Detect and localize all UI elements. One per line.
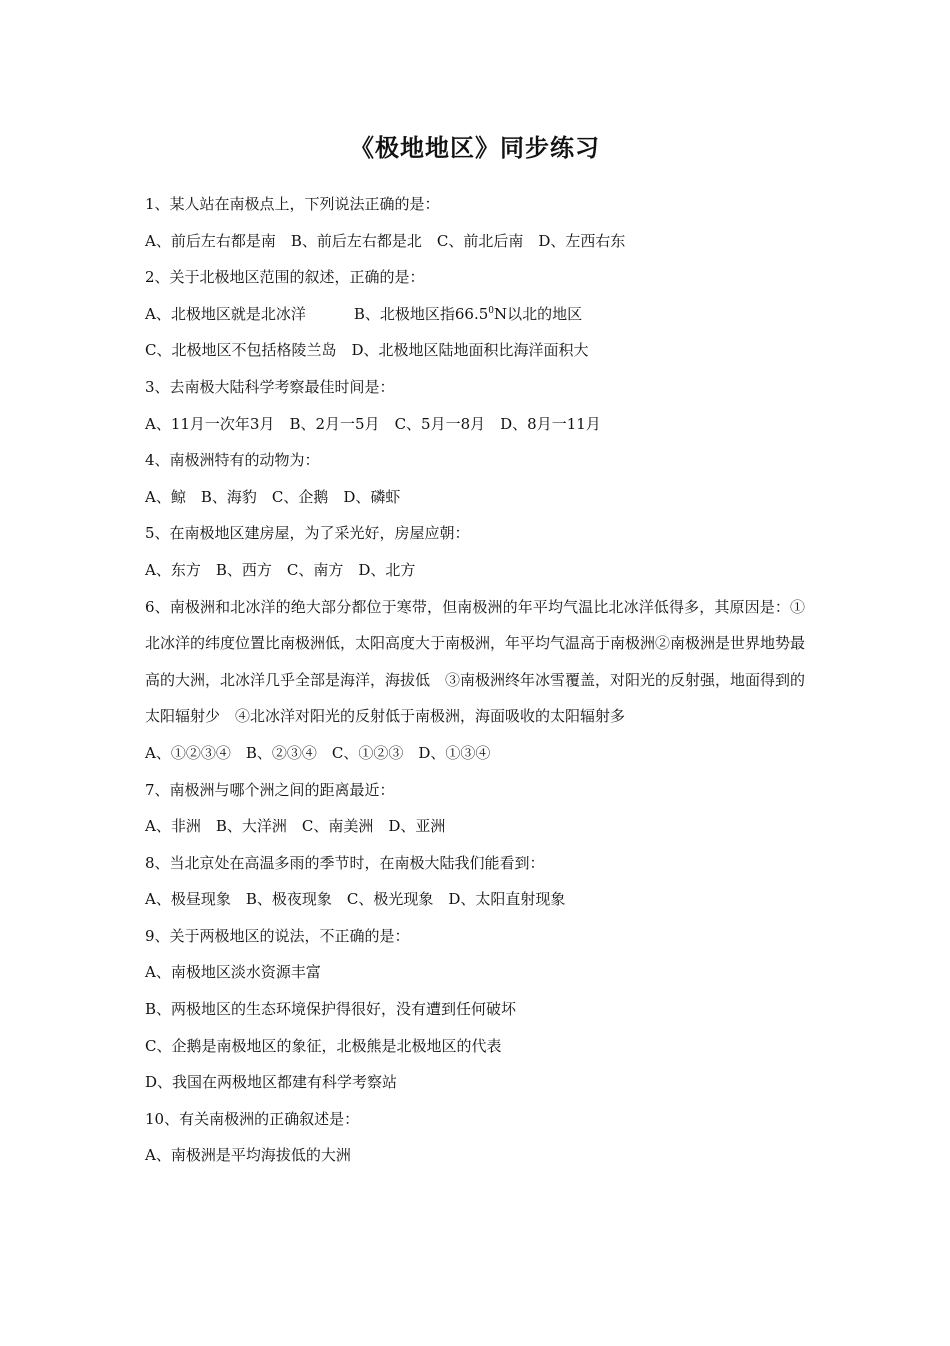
question-10-stem: 10、有关南极洲的正确叙述是： [145, 1109, 360, 1128]
question-2-option-b [354, 305, 582, 323]
question-2-options-cd: C、北极地区不包括格陵兰岛 D、北极地区陆地面积比海洋面积大 [145, 341, 589, 360]
question-3-options: A、11月一次年3月 B、2月一5月 C、5月一8月 D、8月一11月 [145, 414, 601, 433]
question-2-option-b-text: B、北极地区指66.5 [353, 304, 489, 323]
question-3-stem: 3、去南极大陆科学考察最佳时间是： [145, 377, 395, 396]
question-10-option-a: A、南极洲是平均海拔低的大洲 [145, 1146, 351, 1165]
question-5-stem: 5、在南极地区建房屋，为了采光好，房屋应朝： [145, 524, 470, 543]
question-1-stem: 1、某人站在南极点上，下列说法正确的是： [145, 195, 440, 213]
question-8-options: A、极昼现象 B、极夜现象 C、极光现象 D、太阳直射现象 [145, 890, 566, 909]
question-7-options: A、非洲 B、大洋洲 C、南美洲 D、亚洲 [145, 817, 446, 836]
question-9-option-c: C、企鹅是南极地区的象征，北极熊是北极地区的代表 [145, 1036, 502, 1055]
question-9-option-d: D、我国在两极地区都建有科学考察站 [145, 1073, 398, 1092]
question-1-options: A、前后左右都是南 B、前后左右都是北 C、前北后南 D、左西右东 [145, 231, 626, 250]
question-7-stem: 7、南极洲与哪个洲之间的距离最近： [145, 780, 395, 799]
question-9-stem: 9、关于两极地区的说法，不正确的是： [145, 926, 410, 945]
question-5-options: A、东方 B、西方 C、南方 D、北方 [145, 560, 416, 579]
question-2-option-b-suffix: N以北的地区 [494, 304, 583, 323]
question-2-options-ab [145, 296, 805, 333]
degree-superscript: 0 [488, 305, 495, 316]
question-8-stem: 8、当北京处在高温多雨的季节时，在南极大陆我们能看到： [145, 853, 545, 872]
question-list [145, 186, 805, 1174]
question-2-stem: 2、关于北极地区范围的叙述，正确的是： [145, 268, 425, 287]
question-6-options: A、①②③④ B、②③④ C、①②③ D、①③④ [145, 743, 491, 762]
question-9-option-b: B、两极地区的生态环境保护得很好，没有遭到任何破坏 [145, 1000, 517, 1019]
document-title: 《极地地区》同步练习 [350, 133, 600, 162]
question-4-stem: 4、南极洲特有的动物为： [145, 451, 320, 470]
question-9-option-a: A、南极地区淡水资源丰富 [145, 963, 321, 982]
question-4-options: A、鲸 B、海豹 C、企鹅 D、磷虾 [145, 487, 401, 506]
question-6-stem: 6、南极洲和北冰洋的绝大部分都位于寒带，但南极洲的年平均气温比北冰洋低得多，其原因是：①北冰洋的纬度位置比南极洲低，太阳高度大于南极洲，年平均气温高于南极洲②南极洲是世界地势最高的大洲，北冰洋几乎全部是海洋，海拔低 ③南极洲终年冰雪覆盖，对阳光的反射强，地面得到的太阳辐射少 ④北冰洋对阳光的反射低于南极洲，海面吸收的太阳辐射多 [145, 597, 806, 726]
question-2-option-a: A、北极地区就是北冰洋 [145, 304, 306, 323]
